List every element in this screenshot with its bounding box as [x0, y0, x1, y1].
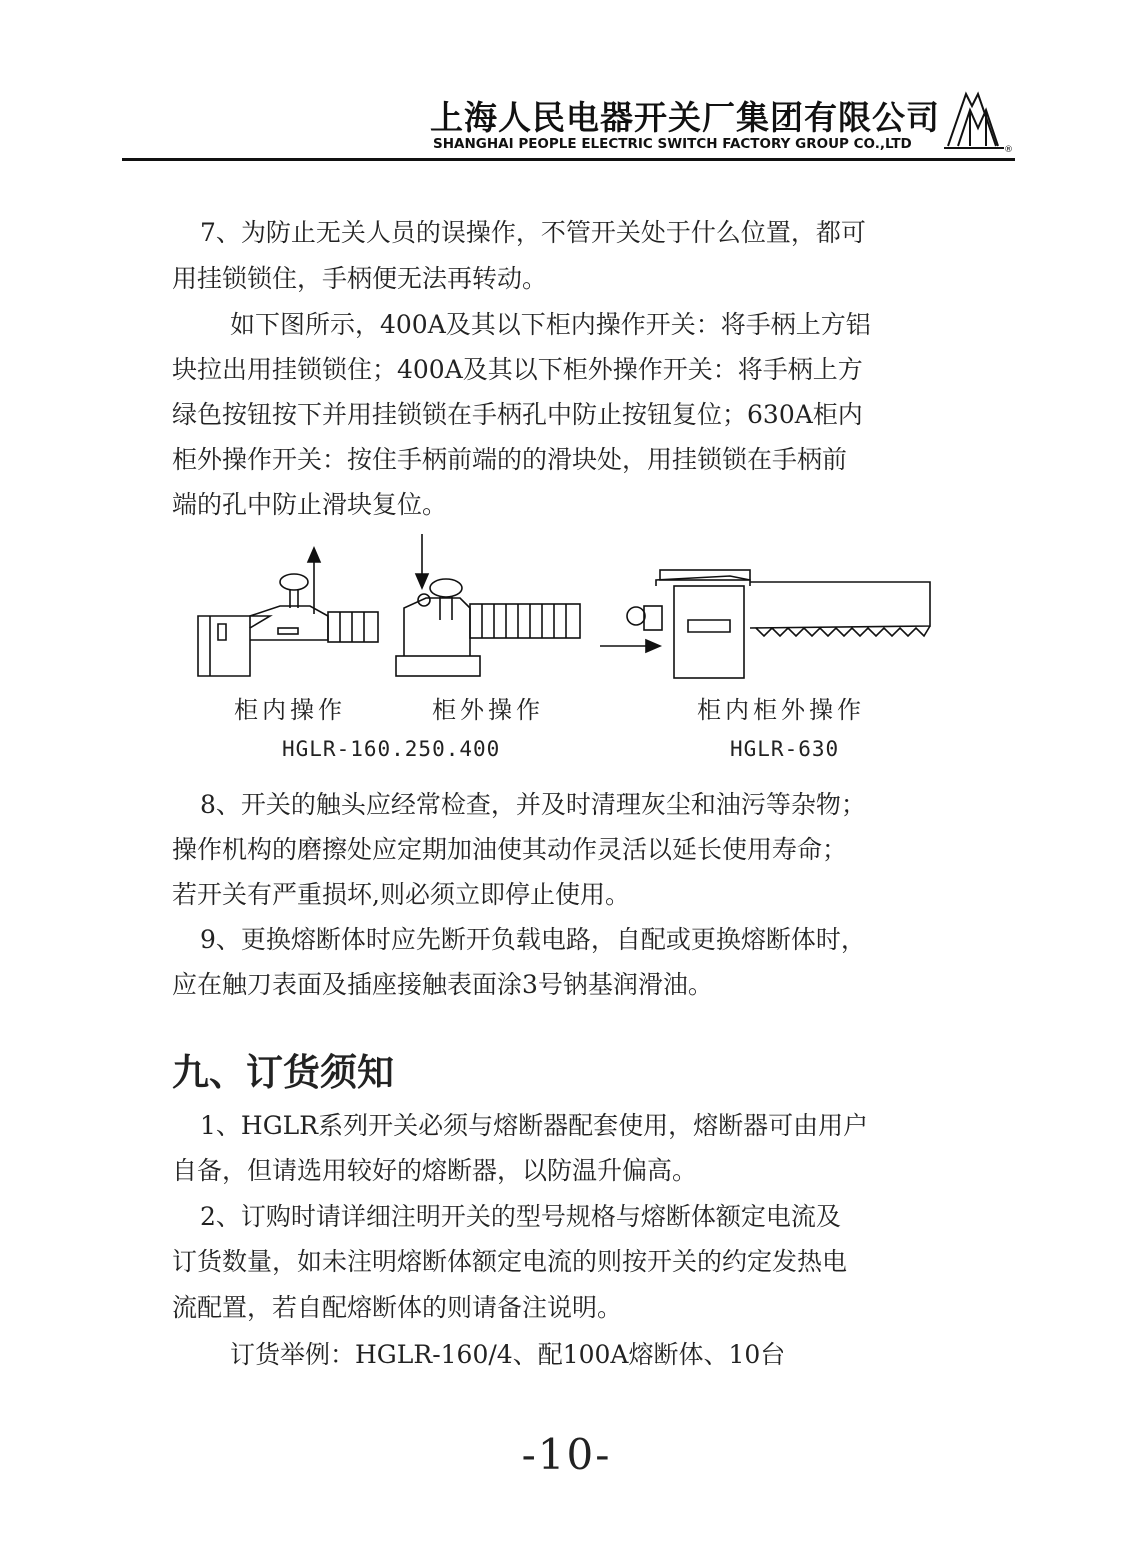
model-hglr-160-250-400: HGLR-160.250.400 [282, 737, 501, 761]
section-item2-line3: 流配置，若自配熔断体的则请备注说明。 [172, 1293, 623, 1322]
inner-operation-switch-drawing [198, 548, 378, 676]
caption-inner-outer-operation: 柜内柜外操作 [697, 696, 865, 724]
section-item1-line2: 自备，但请选用较好的熔断器，以防温升偏高。 [172, 1156, 698, 1185]
item9-line2: 应在触刀表面及插座接触表面涂3号钠基润滑油。 [172, 970, 713, 999]
inner-outer-operation-switch-drawing [600, 570, 930, 678]
padlock-figure [190, 528, 940, 688]
item7-desc-line2: 块拉出用挂锁锁住；400A及其以下柜外操作开关：将手柄上方 [172, 355, 863, 384]
item7-desc-line1: 如下图所示，400A及其以下柜内操作开关：将手柄上方铝 [230, 310, 871, 339]
header-divider [122, 158, 1015, 161]
section-item1-line1: 1、HGLR系列开关必须与熔断器配套使用，熔断器可由用户 [200, 1111, 869, 1140]
item7-desc-line5: 端的孔中防止滑块复位。 [172, 490, 448, 519]
item8-line2: 操作机构的磨擦处应定期加油使其动作灵活以延长使用寿命； [172, 835, 848, 864]
item7-line1: 7、为防止无关人员的误操作，不管开关处于什么位置，都可 [200, 218, 866, 247]
company-name-en: SHANGHAI PEOPLE ELECTRIC SWITCH FACTORY GROUP CO.,LTD [433, 136, 912, 152]
company-logo-icon [940, 88, 1016, 154]
item8-line1: 8、开关的触头应经常检查，并及时清理灰尘和油污等杂物； [200, 790, 866, 819]
section-item2-line2: 订货数量，如未注明熔断体额定电流的则按开关的约定发热电 [172, 1247, 848, 1276]
company-name-cn: 上海人民电器开关厂集团有限公司 [430, 98, 940, 137]
item7-desc-line4: 柜外操作开关：按住手柄前端的的滑块处，用挂锁锁在手柄前 [172, 445, 848, 474]
outer-operation-switch-drawing [396, 534, 580, 676]
item9-line1: 9、更换熔断体时应先断开负载电路，自配或更换熔断体时， [200, 925, 866, 954]
caption-inner-operation: 柜内操作 [234, 696, 346, 724]
page-number: -10- [521, 1430, 612, 1479]
model-hglr-630: HGLR-630 [730, 737, 840, 761]
item7-desc-line3: 绿色按钮按下并用挂锁锁在手柄孔中防止按钮复位；630A柜内 [172, 400, 863, 429]
caption-outer-operation: 柜外操作 [432, 696, 544, 724]
section-title-ordering: 九、订货须知 [172, 1051, 394, 1094]
section-item2-line1: 2、订购时请详细注明开关的型号规格与熔断体额定电流及 [200, 1202, 841, 1231]
registered-mark: ® [1004, 145, 1013, 154]
item8-line3: 若开关有严重损坏,则必须立即停止使用。 [172, 880, 630, 909]
item7-line2: 用挂锁锁住，手柄便无法再转动。 [172, 264, 548, 293]
order-example: 订货举例：HGLR-160/4、配100A熔断体、10台 [230, 1340, 786, 1369]
